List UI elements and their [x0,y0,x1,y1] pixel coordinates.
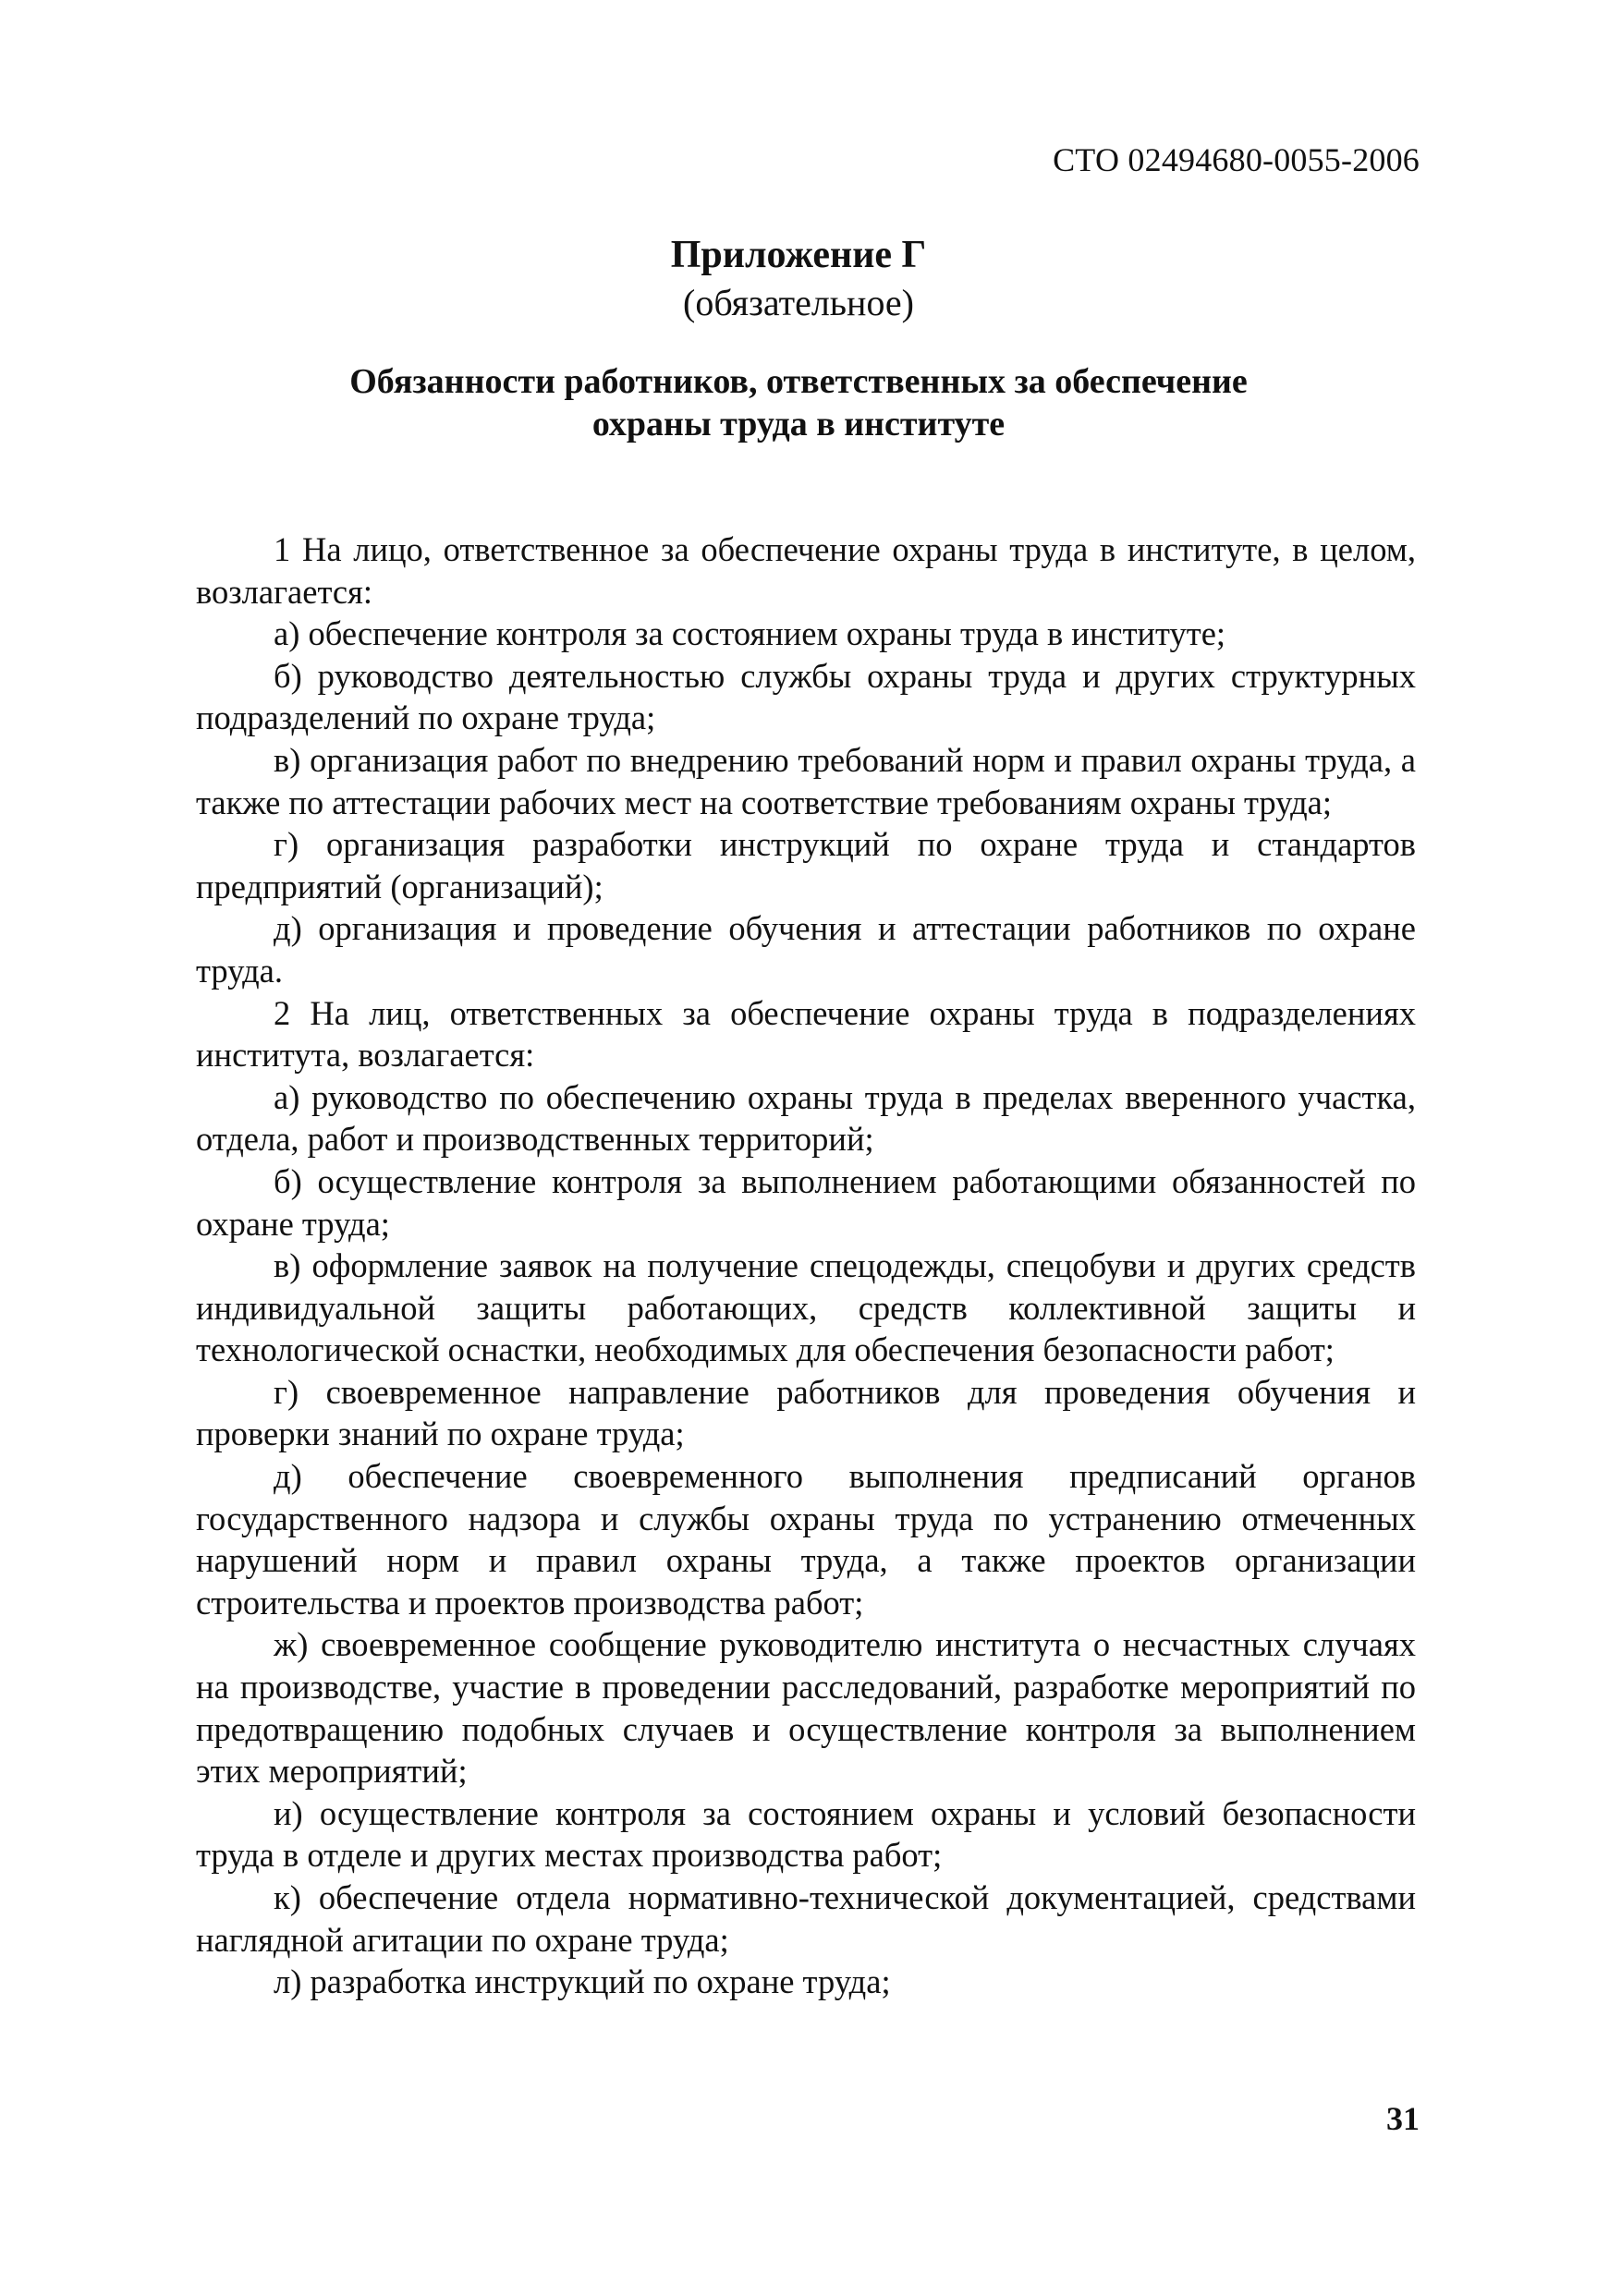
appendix-subtitle: (обязательное) [683,282,914,323]
list-item-1e: д) организация и проведение обучения и аттестации работников по охране труда. [196,909,1416,990]
body-text [196,528,1416,2003]
list-item-2f: ж) своевременное сообщение руководителю института о несчастных случаях на производстве, участие в проведении расследований, разработке мероприятий по предотвращению подобных случаев и осуществление контроля за выполнением этих мероприятий; [196,1625,1416,1791]
list-item-1c: в) организация работ по внедрению требований норм и правил охраны труда, а также по аттестации рабочих мест на соответствие требованиям охраны труда; [196,740,1416,821]
list-item-2c: в) оформление заявок на получение спецодежды, спецобуви и других средств индивидуальной защиты работающих, средств коллективной защиты и технологической оснастки, необходимых для обеспечения безопасности работ; [196,1246,1416,1369]
section-title-line-2: охраны труда в институте [591,405,1006,443]
list-item-1a: а) обеспечение контроля за состоянием охраны труда в институте; [274,614,1226,653]
paragraph-1: 1 На лицо, ответственное за обеспечение охраны труда в институте, в целом, возлагается: [196,530,1416,611]
appendix-title: Приложение Г [670,234,927,276]
document-code: СТО 02494680-0055-2006 [1053,141,1420,178]
list-item-2i: л) разработка инструкций по охране труда; [274,1962,891,2001]
section-title [0,360,1597,445]
page-number: 31 [1386,2100,1420,2137]
list-item-2e: д) обеспечение своевременного выполнения предписаний органов государственного надзора и службы охраны труда по устранению отмеченных нарушений норм и правил охраны труда, а также проектов организации строительства и проектов производства работ; [196,1457,1416,1622]
list-item-2b: б) осуществление контроля за выполнением работающими обязанностей по охране труда; [196,1161,1416,1243]
list-item-1d: г) организация разработки инструкций по охране труда и стандартов предприятий (организаций); [196,825,1416,905]
paragraph-2: 2 На лиц, ответственных за обеспечение охраны труда в подразделениях института, возлагается: [196,993,1416,1075]
list-item-2g: и) осуществление контроля за состоянием охраны и условий безопасности труда в отделе и других местах производства работ; [196,1793,1416,1875]
list-item-2a: а) руководство по обеспечению охраны труда в пределах вверенного участка, отдела, работ и производственных территорий; [196,1077,1416,1159]
section-title-line-1: Обязанности работников, ответственных за обеспечение [349,362,1248,401]
list-item-2h: к) обеспечение отдела нормативно-технической документацией, средствами наглядной агитации по охране труда; [196,1878,1416,1959]
list-item-2d: г) своевременное направление работников для проведения обучения и проверки знаний по охране труда; [196,1372,1416,1453]
list-item-1b: б) руководство деятельностью службы охраны труда и других структурных подразделений по охране труда; [196,656,1416,737]
